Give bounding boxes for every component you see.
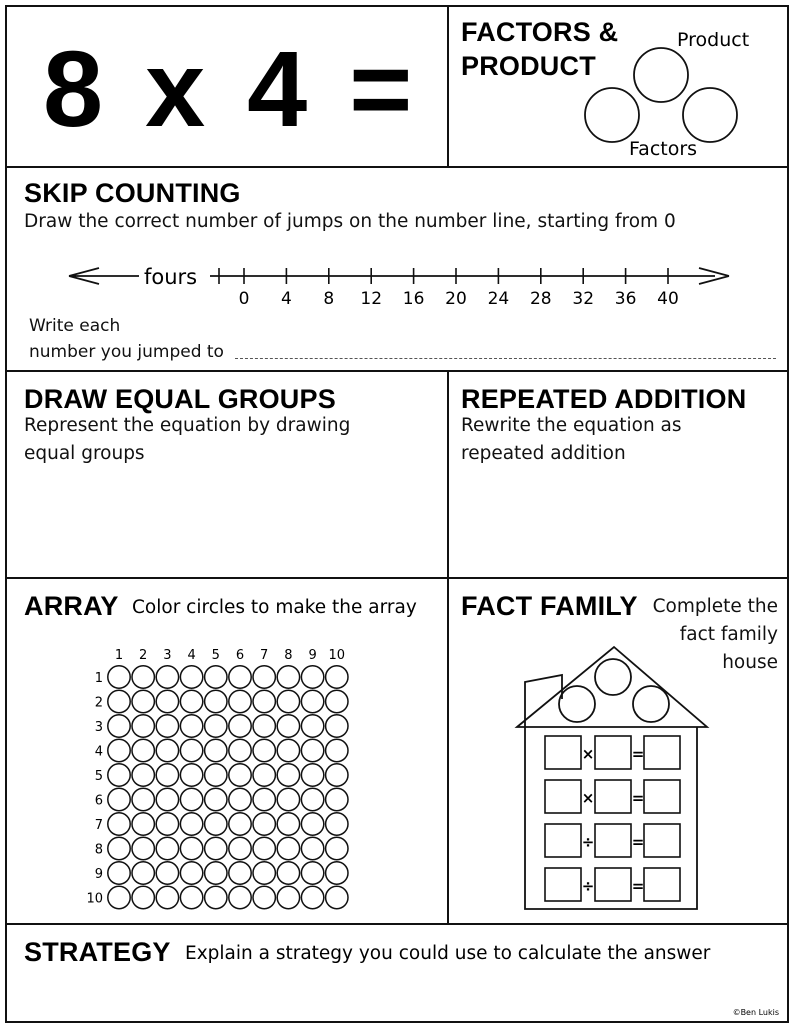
array-circle[interactable] (108, 813, 130, 835)
house-chimney (525, 675, 562, 727)
array-instruction: Color circles to make the array (132, 597, 417, 618)
tick-label: 4 (280, 289, 292, 309)
array-row-label: 6 (94, 793, 103, 809)
skip-counting-instruction: Draw the correct number of jumps on the number line, starting from 0 (24, 211, 676, 232)
array-circle[interactable] (253, 764, 275, 786)
fact-operator: × (581, 789, 595, 807)
array-circle[interactable] (132, 837, 154, 859)
array-circle[interactable] (277, 862, 299, 884)
array-circle[interactable] (253, 788, 275, 810)
fact-box[interactable] (595, 868, 631, 901)
write-label-2: number you jumped to (29, 342, 224, 362)
write-label-1: Write each (29, 316, 121, 336)
factor-circles (449, 7, 787, 166)
array-circle[interactable] (205, 764, 227, 786)
factors-product-title-1: FACTORS & (461, 17, 619, 47)
array-circle[interactable] (108, 862, 130, 884)
array-circle[interactable] (326, 764, 348, 786)
array-row-label: 3 (94, 720, 103, 735)
array-circle[interactable] (326, 666, 348, 688)
fact-operator: × (581, 745, 595, 763)
array-circle[interactable] (180, 837, 202, 859)
fact-family-instruction-1: Complete the (652, 596, 778, 617)
array-circle[interactable] (277, 690, 299, 712)
array-circle[interactable] (301, 813, 323, 835)
equal-groups-section[interactable] (7, 372, 447, 577)
array-column-label: 7 (260, 648, 269, 663)
array-circle[interactable] (132, 788, 154, 810)
fact-row (545, 824, 680, 857)
fact-box[interactable] (595, 824, 631, 857)
array-circle[interactable] (132, 813, 154, 835)
strategy-instruction: Explain a strategy you could use to calculate the answer (185, 943, 711, 964)
array-circle[interactable] (108, 739, 130, 761)
array-column-label: 5 (211, 648, 220, 663)
equal-groups-instruction-2: equal groups (24, 443, 145, 464)
credit-text: ©Ben Lukis (732, 1008, 779, 1017)
factor-circle-1[interactable] (585, 88, 639, 142)
array-circle[interactable] (132, 862, 154, 884)
array-circle[interactable] (156, 666, 178, 688)
array-circle[interactable] (301, 837, 323, 859)
array-circle[interactable] (326, 886, 348, 908)
fact-box[interactable] (644, 736, 680, 769)
array-circle[interactable] (180, 862, 202, 884)
fact-box[interactable] (545, 824, 581, 857)
fact-operator: ÷ (581, 877, 595, 895)
array-circle[interactable] (277, 886, 299, 908)
fact-box[interactable] (545, 736, 581, 769)
skip-counting-section (7, 168, 787, 370)
write-answer-line[interactable] (235, 358, 776, 359)
array-column-label: 10 (328, 648, 346, 663)
tick-label: 24 (487, 289, 510, 309)
fact-box[interactable] (545, 868, 581, 901)
fact-box[interactable] (545, 780, 581, 813)
equal-groups-instruction-1: Represent the equation by drawing (24, 415, 351, 436)
fact-row (545, 780, 680, 813)
array-circle[interactable] (277, 764, 299, 786)
tick-label: 36 (614, 289, 637, 309)
fact-family-section (449, 579, 787, 923)
product-circle[interactable] (634, 48, 688, 102)
factors-product-section (449, 7, 787, 166)
fours-label: fours (144, 265, 198, 289)
array-circle[interactable] (229, 764, 251, 786)
repeated-addition-instruction-1: Rewrite the equation as (461, 415, 682, 436)
array-row-label: 8 (94, 842, 103, 858)
array-circle[interactable] (253, 886, 275, 908)
array-circle[interactable] (229, 715, 251, 737)
array-column-label: 2 (139, 648, 148, 663)
array-circle[interactable] (326, 715, 348, 737)
tick-label: 12 (360, 289, 383, 309)
array-circle[interactable] (132, 886, 154, 908)
array-circle[interactable] (326, 862, 348, 884)
array-column-label: 3 (163, 648, 172, 663)
array-circle[interactable] (180, 666, 202, 688)
house-body (525, 727, 697, 909)
fact-equals: = (631, 789, 645, 807)
product-label: Product (677, 29, 750, 51)
array-circle[interactable] (277, 788, 299, 810)
array-row-label: 4 (94, 744, 103, 760)
array-circle[interactable] (253, 715, 275, 737)
array-circle[interactable] (180, 764, 202, 786)
array-row-label: 9 (94, 867, 103, 882)
array-row-label: 2 (94, 695, 103, 711)
array-circle[interactable] (253, 862, 275, 884)
array-column-label: 6 (235, 648, 245, 663)
array-circle[interactable] (156, 788, 178, 810)
array-circle[interactable] (132, 690, 154, 712)
fact-row (545, 868, 680, 901)
array-circle[interactable] (301, 715, 323, 737)
array-circle[interactable] (229, 739, 251, 761)
array-circle[interactable] (253, 666, 275, 688)
array-circle[interactable] (253, 837, 275, 859)
array-circle[interactable] (253, 739, 275, 761)
array-circle[interactable] (229, 788, 251, 810)
array-circle[interactable] (326, 739, 348, 761)
array-circle[interactable] (301, 666, 323, 688)
array-circle[interactable] (205, 788, 227, 810)
array-circle[interactable] (277, 813, 299, 835)
array-circle[interactable] (253, 690, 275, 712)
array-column-label: 1 (114, 648, 124, 663)
strategy-section[interactable] (7, 925, 787, 1021)
array-circle[interactable] (326, 690, 348, 712)
array-circle[interactable] (205, 666, 227, 688)
array-circle[interactable] (156, 837, 178, 859)
array-circle[interactable] (132, 666, 154, 688)
array-circle[interactable] (326, 788, 348, 810)
array-circle[interactable] (229, 813, 251, 835)
array-circle[interactable] (108, 666, 130, 688)
house-circle-left[interactable] (559, 686, 595, 722)
array-circle[interactable] (229, 886, 251, 908)
repeated-addition-section[interactable] (449, 372, 787, 577)
array-circle[interactable] (229, 690, 251, 712)
array-circle[interactable] (205, 739, 227, 761)
array-circle[interactable] (180, 739, 202, 761)
array-circle[interactable] (180, 690, 202, 712)
tick-label: 0 (238, 289, 250, 309)
equation-section (7, 7, 447, 166)
array-circle[interactable] (205, 837, 227, 859)
tick-label: 28 (529, 289, 552, 309)
array-circle[interactable] (301, 788, 323, 810)
fact-family-title: FACT FAMILY (461, 591, 638, 621)
worksheet (5, 5, 789, 1023)
array-circle[interactable] (326, 837, 348, 859)
array-column-label: 4 (187, 648, 196, 663)
repeated-addition-title: REPEATED ADDITION (461, 384, 747, 414)
array-circle[interactable] (156, 690, 178, 712)
tick-label: 20 (445, 289, 467, 309)
array-circle[interactable] (156, 886, 178, 908)
fact-box[interactable] (595, 780, 631, 813)
array-circle[interactable] (180, 886, 202, 908)
array-circle[interactable] (301, 886, 323, 908)
array-circle[interactable] (108, 715, 130, 737)
array-circle[interactable] (253, 813, 275, 835)
array-circle[interactable] (301, 690, 323, 712)
array-circle[interactable] (205, 813, 227, 835)
house-circle-right[interactable] (633, 686, 669, 722)
array-circle[interactable] (205, 690, 227, 712)
tick-label: 32 (572, 289, 595, 309)
array-row-label: 10 (86, 891, 103, 907)
array-column-label: 8 (284, 648, 293, 663)
array-circle[interactable] (132, 764, 154, 786)
fact-equals: = (631, 833, 645, 851)
fact-family-instruction-2: fact family (679, 624, 778, 645)
fact-operator: ÷ (581, 833, 595, 851)
fact-row (545, 736, 680, 769)
array-circle[interactable] (108, 788, 130, 810)
array-circle[interactable] (301, 764, 323, 786)
equal-groups-title: DRAW EQUAL GROUPS (24, 384, 336, 414)
array-circle[interactable] (108, 690, 130, 712)
array-circle[interactable] (277, 837, 299, 859)
array-circle[interactable] (108, 837, 130, 859)
array-circle[interactable] (301, 862, 323, 884)
house-circle-top[interactable] (595, 659, 631, 695)
array-circle[interactable] (277, 739, 299, 761)
array-circle[interactable] (180, 813, 202, 835)
array-circle[interactable] (108, 886, 130, 908)
array-circle[interactable] (277, 666, 299, 688)
fact-box[interactable] (644, 868, 680, 901)
strategy-title: STRATEGY (24, 937, 171, 967)
factors-product-title-2: PRODUCT (461, 51, 596, 81)
array-circle[interactable] (229, 837, 251, 859)
array-column-label: 9 (308, 648, 317, 663)
array-circle[interactable] (205, 886, 227, 908)
tick-label: 40 (657, 289, 679, 309)
fact-equals: = (631, 745, 645, 763)
array-row-label: 5 (94, 769, 103, 784)
skip-counting-title: SKIP COUNTING (24, 178, 241, 208)
array-circle[interactable] (229, 666, 251, 688)
array-circle[interactable] (156, 764, 178, 786)
array-circle[interactable] (108, 764, 130, 786)
fact-box[interactable] (644, 824, 680, 857)
number-line[interactable] (7, 246, 787, 346)
fact-equals: = (631, 877, 645, 895)
array-circle[interactable] (132, 715, 154, 737)
array-title: ARRAY (24, 591, 119, 621)
array-circle[interactable] (156, 813, 178, 835)
array-row-label: 7 (94, 818, 103, 833)
tick-label: 16 (402, 289, 425, 309)
array-circle[interactable] (132, 739, 154, 761)
array-section (7, 579, 447, 923)
fact-box[interactable] (595, 736, 631, 769)
array-circle[interactable] (205, 862, 227, 884)
array-row-label: 1 (94, 671, 103, 686)
array-circle[interactable] (180, 788, 202, 810)
array-circle[interactable] (326, 813, 348, 835)
factors-label: Factors (629, 138, 698, 160)
array-circle[interactable] (156, 739, 178, 761)
array-circle[interactable] (156, 862, 178, 884)
tick-label: 8 (323, 289, 335, 309)
fact-family-instruction-3: house (722, 652, 778, 673)
array-circle[interactable] (156, 715, 178, 737)
array-circle[interactable] (229, 862, 251, 884)
fact-family-house (449, 579, 787, 923)
array-grid[interactable] (7, 639, 447, 919)
equation-text: 8 x 4 = (43, 28, 419, 149)
repeated-addition-instruction-2: repeated addition (461, 443, 626, 464)
array-circle[interactable] (205, 715, 227, 737)
array-circle[interactable] (301, 739, 323, 761)
fact-box[interactable] (644, 780, 680, 813)
factor-circle-2[interactable] (683, 88, 737, 142)
array-circle[interactable] (277, 715, 299, 737)
array-circle[interactable] (180, 715, 202, 737)
